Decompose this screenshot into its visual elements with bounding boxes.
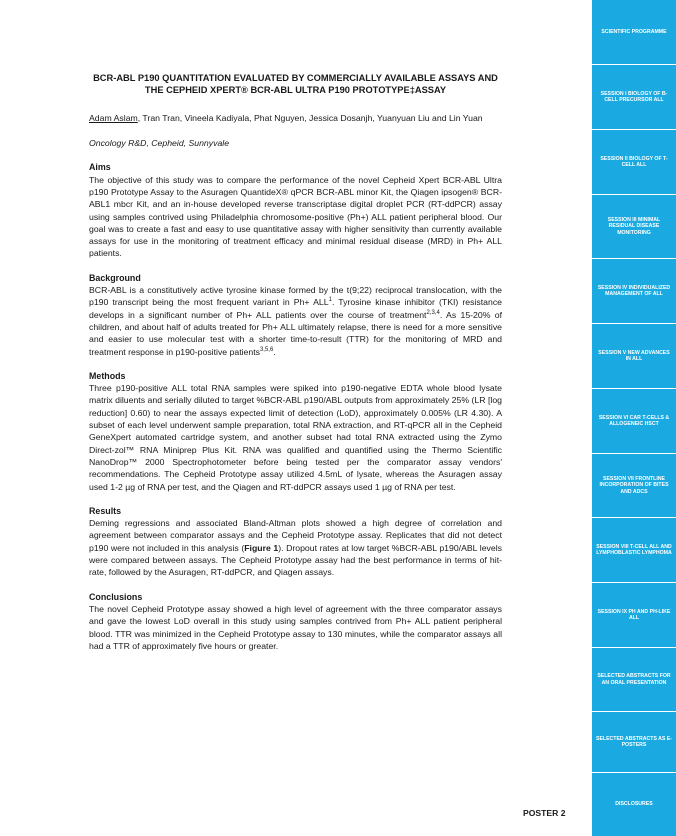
section-body [89, 517, 502, 578]
sidebar-item-label: SESSION III MINIMAL RESIDUAL DISEASE MONITORING [607, 217, 661, 236]
sidebar-item-selected-eposters[interactable] [592, 712, 676, 772]
sidebar-item-session-6[interactable] [592, 389, 676, 453]
section-heading: Conclusions [89, 591, 143, 602]
sidebar-item-label: DISCLOSURES [615, 801, 653, 808]
body-text: BCR-ABL is a constitutively active tyrosine kinase formed by the t(9;22) reciprocal translocation, with the p190 transcript being the most frequent variant in Ph+ ALL [89, 285, 502, 308]
sidebar-item-label: SESSION VIII T-CELL ALL AND LYMPHOBLASTIC LYMPHOMA [596, 543, 672, 556]
sidebar-item-session-1[interactable] [592, 65, 676, 129]
body-text: Deming regressions and associated Bland-Altman plots showed a high degree of correlation and agreement between comparator assays and the Cepheid Prototype assay. Replicates that did not detect p190 were not included in this analysis ( [89, 518, 502, 553]
reference-mark: 2,3,4 [426, 309, 440, 316]
section-heading: Background [89, 272, 141, 283]
sidebar-item-label: SESSION IX PH AND PH-LIKE ALL [597, 608, 671, 621]
author-list [89, 112, 502, 124]
affiliation: Oncology R&D, Cepheid, Sunnyvale [89, 138, 230, 149]
session-sidebar [592, 0, 676, 836]
body-text: . [273, 346, 276, 357]
sidebar-item-label: SELECTED ABSTRACTS FOR AN ORAL PRESENTATION [597, 673, 671, 686]
coauthors: , Tran Tran, Vineela Kadiyala, Phat Nguyen, Jessica Dosanjh, Yuanyuan Liu and Lin Yuan [137, 112, 483, 123]
reference-mark: 3,5,6 [259, 346, 274, 353]
sidebar-item-disclosures[interactable] [592, 773, 676, 836]
sidebar-item-label: SELECTED ABSTRACTS AS E-POSTERS [596, 735, 672, 748]
section-body: Three p190-positive ALL total RNA samples were spiked into p190-negative EDTA whole blood lysate matrix diluents and serially diluted to target %BCR-ABL p190/ABL outputs from approximately 25% (LR [log reduction] 0.60) to near the assays expected limit of detection (LoD), approximately 0.005% (LR 4.30). A subset of each level underwent sample preparation, total RNA extraction, and RT-qPCR all in the Cepheid GeneXpert automated cartridge system, and another subset had total RNA extracted using the Zymo Direct-zol™ RNA Miniprep Plus Kit. RNA was qualified and quantified using the Thermo Scientific NanoDrop™ 2000 Spectrophotometer before being tested per the comparator assay vendors' recommendations. The Cepheid Prototype assay utilized 4.5mL of lysate, whereas the Asuragen assay used 1-2 µg of RNA per test, and the Qiagen and RT-ddPCR assays used 1 µg of RNA per test. [89, 383, 502, 492]
section-conclusions [89, 591, 502, 652]
presenting-author: Adam Aslam [89, 112, 138, 123]
sidebar-item-session-2[interactable] [592, 130, 676, 194]
sidebar-item-label: SESSION VII FRONTLINE INCORPORATION OF BITES AND ADCS [599, 476, 669, 495]
sidebar-item-session-4[interactable] [592, 259, 676, 323]
sidebar-item-session-3[interactable] [592, 195, 676, 258]
section-body [89, 284, 502, 358]
sidebar-item-session-7[interactable] [592, 454, 676, 517]
section-background [89, 272, 502, 358]
section-methods [89, 370, 502, 493]
sidebar-item-label: SESSION IV INDIVIDUALIZED MANAGEMENT OF ALL [597, 284, 671, 297]
figure-reference: Figure 1 [244, 542, 279, 553]
section-heading: Aims [89, 162, 111, 173]
abstract [89, 72, 502, 652]
section-results [89, 505, 502, 579]
sidebar-item-session-5[interactable] [592, 324, 676, 388]
sidebar-item-session-8[interactable] [592, 518, 676, 582]
sidebar-item-label: SESSION I BIOLOGY OF B-CELL PRECURSOR ALL [600, 90, 668, 103]
body-text: ). Dropout rates at low target %BCR-ABL p190/ABL levels were compared between assays. The Cepheid Prototype assay had the best performance in terms of hit-rate, followed by the Asuragen, RT-ddPCR, and Qiagen assays. [89, 542, 502, 578]
section-aims [89, 161, 502, 259]
sidebar-item-scientific-programme[interactable] [592, 0, 676, 64]
sidebar-item-selected-oral[interactable] [592, 648, 676, 711]
abstract-title: BCR-ABL P190 QUANTITATION EVALUATED BY COMMERCIALLY AVAILABLE ASSAYS AND THE CEPHEID XPERT® BCR-ABL ULTRA P190 PROTOTYPE‡ASSAY [93, 73, 498, 96]
section-heading: Methods [89, 370, 126, 381]
reference-mark: 1 [328, 297, 332, 304]
sidebar-item-session-9[interactable] [592, 583, 676, 647]
body-text: . As 15-20% of children, and about half of adults treated for Ph+ ALL ultimately relapse, there is need for a more sensitive and easier to use molecular test with a shorter time-to-result (TTR) for the monitoring of MRD and treatment response in p190-positive patients [89, 309, 502, 357]
section-heading: Results [89, 505, 122, 516]
section-body: The novel Cepheid Prototype assay showed a high level of agreement with the three comparator assays and gave the lowest LoD overall in this study using samples contrived from Ph+ ALL patient peripheral blood. TTR was minimized in the Cepheid Prototype assay to 130 minutes, while the comparator assays all had a TTR of approximately five hours or greater. [89, 603, 502, 651]
sidebar-item-label: SESSION V NEW ADVANCES IN ALL [598, 349, 670, 362]
sidebar-item-label: SESSION VI CAR T-CELLS & ALLOGENEIC HSCT [598, 414, 670, 427]
body-text: . Tyrosine kinase inhibitor (TKI) resistance develops in a significant number of Ph+ ALL patients over the course of treatment [89, 297, 503, 320]
sidebar-item-label: SESSION II BIOLOGY OF T-CELL ALL [600, 155, 668, 168]
section-body: The objective of this study was to compare the performance of the novel Cepheid Xpert BCR-ABL Ultra p190 Prototype Assay to the Asuragen QuantideX® qPCR BCR-ABL minor Kit, the Qiagen ipsogen® BCR-ABL1 mbcr Kit, and an in-house developed reverse transcriptase digital droplet PCR (RT-ddPCR) assay using samples contrived using Philadelphia chromosome-positive (Ph+) ALL patient peripheral blood. Our goal was to create a fast and easy to use quantitative assay with higher sensitivity than currently available assays for use in the monitoring of treatment efficacy and minimal residual disease (MRD) in Ph+ ALL patients. [89, 174, 502, 259]
sidebar-item-label: SCIENTIFIC PROGRAMME [601, 28, 667, 35]
poster-number: POSTER 2 [523, 808, 566, 818]
